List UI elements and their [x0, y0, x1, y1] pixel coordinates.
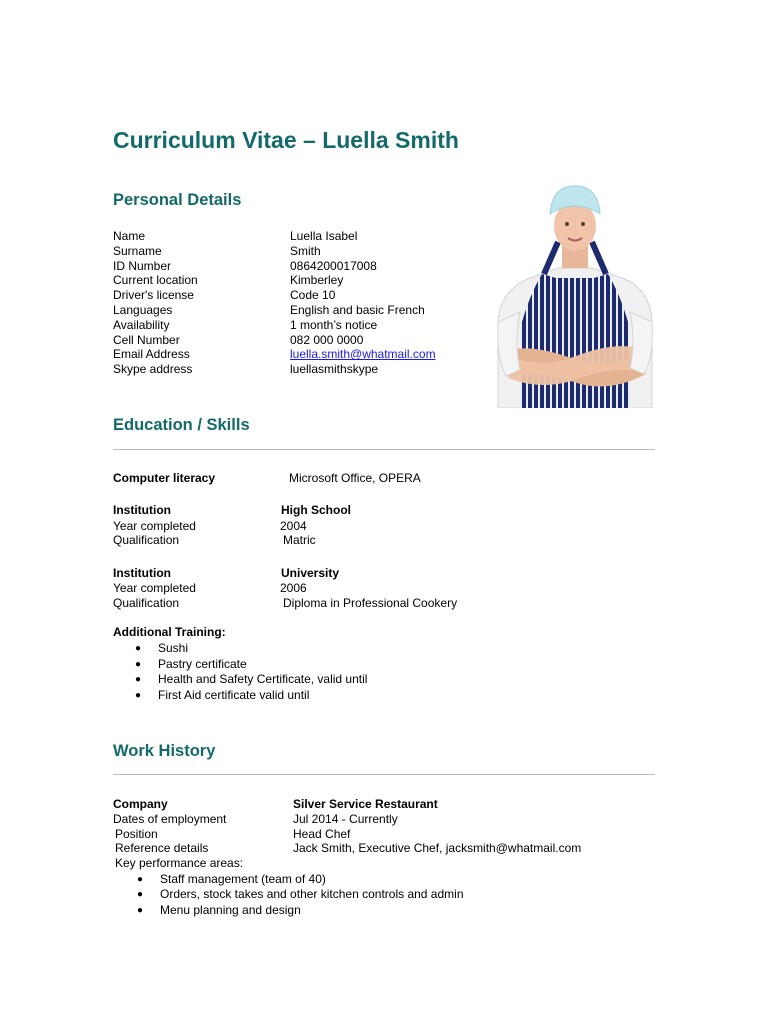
computer-literacy-label: Computer literacy: [113, 471, 216, 485]
education-heading: Education / Skills: [113, 416, 250, 434]
key-performance-label: Key performance areas:: [115, 856, 244, 870]
section-divider: [113, 449, 655, 450]
dates-label: Dates of employment: [113, 812, 227, 826]
position-label: Position: [115, 826, 158, 841]
section-divider: [113, 774, 655, 775]
label-id-number: ID Number: [113, 258, 172, 273]
label-current-location: Current location: [113, 273, 198, 288]
qualification-label: Qualification: [113, 596, 180, 610]
list-item: ● Sushi: [135, 641, 189, 655]
label-surname: Surname: [113, 243, 162, 258]
bullet-icon: ●: [135, 674, 142, 686]
value-cell-number: 082 000 0000: [290, 332, 364, 347]
dates-value: Jul 2014 - Currently: [293, 812, 398, 826]
value-id-number: 0864200017008: [290, 258, 377, 273]
bullet-icon: ●: [137, 873, 144, 885]
page-title: Curriculum Vitae – Luella Smith: [113, 127, 459, 153]
value-availability: 1 month’s notice: [290, 317, 378, 332]
list-item: ● Orders, stock takes and other kitchen controls and admin: [137, 887, 464, 902]
company-value: Silver Service Restaurant: [293, 797, 438, 811]
chef-portrait-icon: [490, 182, 660, 408]
reference-label: Reference details: [115, 841, 209, 855]
list-item: ● Pastry certificate: [135, 656, 247, 671]
year-completed-value: 2006: [280, 581, 307, 595]
value-skype-address: luellasmithskype: [290, 362, 379, 377]
list-item: ● First Aid certificate valid until: [135, 688, 310, 703]
kpa-list: [115, 872, 464, 919]
institution-label: Institution: [113, 566, 171, 580]
company-label: Company: [113, 797, 168, 811]
value-current-location: Kimberley: [290, 273, 344, 288]
institution-value: University: [281, 566, 340, 580]
label-availability: Availability: [113, 317, 170, 332]
additional-training-heading: Additional Training:: [113, 625, 226, 639]
bullet-icon: ●: [137, 904, 144, 916]
list-item: ● Menu planning and design: [137, 902, 301, 917]
value-languages: English and basic French: [290, 303, 425, 317]
label-drivers-license: Driver's license: [113, 288, 194, 303]
institution-label: Institution: [113, 503, 171, 517]
computer-literacy-value: Microsoft Office, OPERA: [289, 471, 421, 485]
reference-value: Jack Smith, Executive Chef, jacksmith@whatmail.com: [293, 841, 582, 855]
year-completed-label: Year completed: [113, 581, 196, 595]
qualification-label: Qualification: [113, 533, 180, 547]
value-surname: Smith: [290, 243, 321, 258]
qualification-value: Matric: [283, 533, 316, 547]
bullet-icon: ●: [137, 889, 144, 901]
list-item: ● Health and Safety Certificate, valid until: [135, 672, 368, 687]
bullet-icon: ●: [135, 643, 142, 654]
position-value: Head Chef: [293, 826, 351, 841]
label-name: Name: [113, 229, 146, 243]
label-languages: Languages: [113, 303, 173, 317]
qualification-value: Diploma in Professional Cookery: [283, 596, 458, 610]
label-skype-address: Skype address: [113, 362, 193, 377]
label-email-address: Email Address: [113, 347, 190, 362]
training-list: [113, 641, 367, 704]
institution-value: High School: [281, 503, 351, 517]
value-name: Luella Isabel: [290, 229, 358, 243]
label-cell-number: Cell Number: [113, 332, 180, 347]
list-item: ● Staff management (team of 40): [137, 871, 326, 886]
bullet-icon: ●: [135, 658, 142, 670]
bullet-icon: ●: [135, 690, 142, 702]
value-drivers-license: Code 10: [290, 288, 336, 303]
year-completed-label: Year completed: [113, 518, 196, 533]
work-history-heading: Work History: [113, 742, 216, 760]
email-link[interactable]: luella.smith@whatmail.com: [290, 347, 436, 362]
personal-details-heading: Personal Details: [113, 191, 242, 209]
year-completed-value: 2004: [280, 518, 307, 533]
